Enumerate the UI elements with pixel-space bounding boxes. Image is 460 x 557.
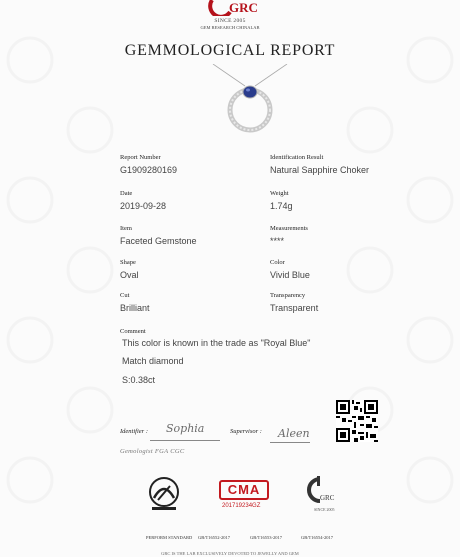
field-report-number	[120, 154, 177, 175]
field-date	[120, 190, 166, 211]
transparency-value: Transparent	[270, 303, 319, 313]
item-label: Item	[120, 225, 132, 232]
weight-value: 1.74g	[270, 201, 293, 211]
field-identification	[270, 154, 369, 175]
comment-line: This color is known in the trade as "Royal Blue"	[122, 338, 311, 348]
standard-item: GB/T16552-2017	[198, 535, 230, 540]
supervisor-signature: Aleen	[278, 427, 310, 440]
measurements-label: Measurements	[270, 225, 308, 232]
field-shape	[120, 259, 139, 280]
qr-code	[336, 400, 378, 442]
identifier-line	[150, 440, 220, 441]
item-value: Faceted Gemstone	[120, 236, 197, 246]
field-item	[120, 225, 197, 246]
cma-number: 201719234GZ	[222, 503, 261, 509]
supervisor-label: Supervisor :	[230, 428, 262, 435]
standard-item: GB/T16554-2017	[301, 535, 333, 540]
field-color	[270, 259, 310, 280]
color-value: Vivid Blue	[270, 270, 310, 280]
date-label: Date	[120, 190, 133, 197]
brand-name: GRC	[229, 0, 258, 15]
field-cut	[120, 292, 150, 313]
cma-logo: CMA	[219, 480, 269, 500]
lab-name: GEM RESEARCH CHINALAB	[200, 25, 260, 30]
pendant-image	[205, 64, 295, 136]
transparency-label: Transparency	[270, 292, 306, 299]
measurements-value: ****	[270, 236, 285, 246]
report-number-label: Report Number	[120, 154, 161, 161]
field-weight	[270, 190, 293, 211]
report-number-value: G1909280169	[120, 165, 178, 175]
accreditation-logo-icon	[146, 474, 182, 514]
credentials: Gemologist FGA CGC	[120, 448, 185, 455]
color-label: Color	[270, 259, 285, 266]
standards-label: PERFORM STANDARD	[146, 535, 193, 540]
report-title: GEMMOLOGICAL REPORT	[124, 42, 336, 59]
supervisor-line	[270, 442, 310, 443]
grc-badge-since: SINCE 2005	[314, 507, 335, 512]
since-text: SINCE 2005	[214, 18, 246, 24]
shape-label: Shape	[120, 259, 136, 266]
identification-label: Identification Result	[270, 154, 324, 161]
standard-item: GB/T16553-2017	[250, 535, 282, 540]
comment-line: Match diamond	[122, 356, 184, 366]
cut-label: Cut	[120, 292, 130, 299]
weight-label: Weight	[270, 190, 289, 197]
identification-value: Natural Sapphire Choker	[270, 165, 370, 175]
identifier-label: Identifier :	[120, 428, 148, 435]
date-value: 2019-09-28	[120, 201, 167, 211]
field-transparency	[270, 292, 318, 313]
shape-value: Oval	[120, 270, 139, 280]
footer-text: GRC IS THE LAB EXCLUSIVELY DEVOTED TO JEWELLY AND GEM	[161, 551, 299, 556]
cut-value: Brilliant	[120, 303, 150, 313]
grc-badge-text: GRC	[320, 494, 335, 502]
identifier-signature: Sophia	[166, 422, 205, 435]
comment-label: Comment	[120, 328, 146, 335]
field-measurements	[270, 225, 308, 246]
comment-line: S:0.38ct	[122, 375, 156, 385]
